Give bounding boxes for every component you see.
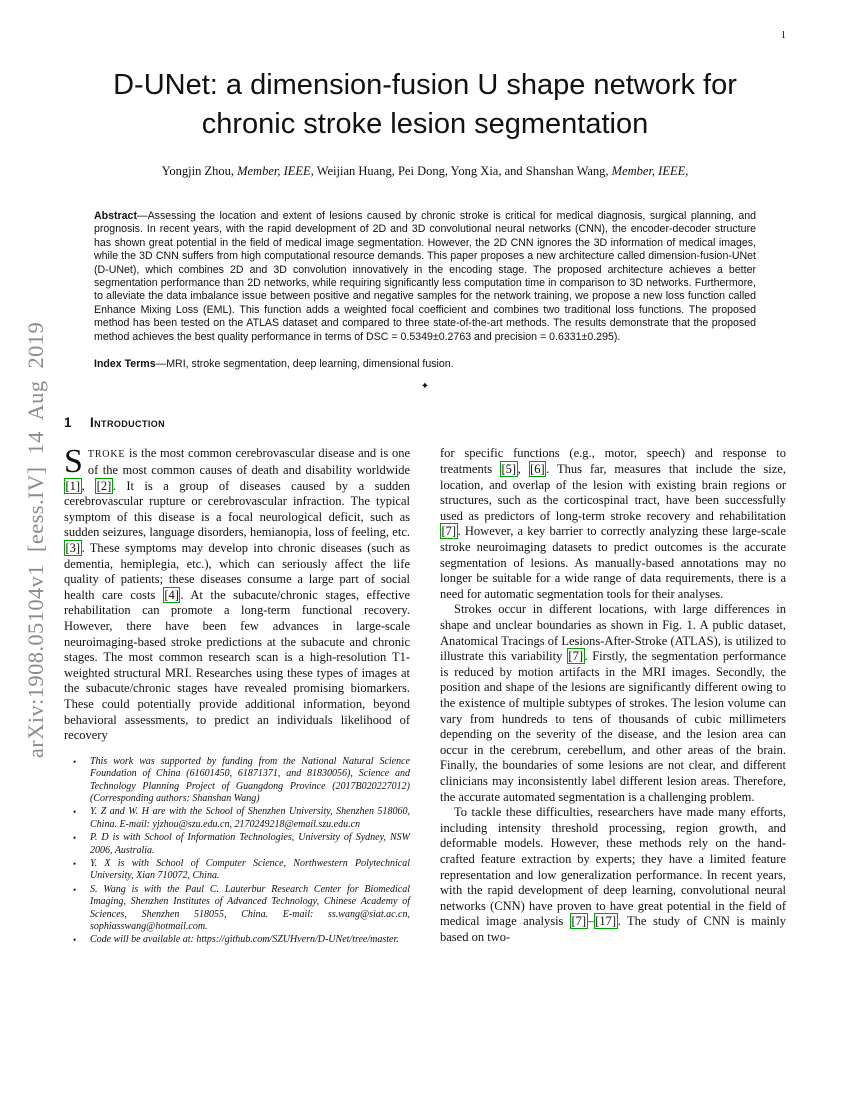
right-column: [440, 415, 786, 946]
citation-link[interactable]: [7]: [568, 649, 583, 664]
footnote-item: • Y. Z and W. H are with the School of Shenzhen University, Shenzhen 518060, China. E-mail: yjzhou@szu.edu.cn, 2170249218@email.szu.edu.cn: [64, 806, 410, 831]
citation-link[interactable]: [4]: [164, 587, 179, 602]
citation-link[interactable]: [6]: [530, 462, 545, 477]
drop-cap: S: [64, 443, 83, 481]
citation-link[interactable]: [7]: [441, 524, 457, 539]
abstract-text: —Assessing the location and extent of lesions caused by chronic stroke is critical for medical diagnosis, surgical planning, and prognosis. In recent years, with the rapid development of 2D and 3D convolutional neural networks (CNN), the encoder-decoder structure has shown great potential in the field of medical image segmentation. However, the 2D CNN ignores the 3D information of medical images, while the 3D CNN suffers from high computational resource demands. This paper proposes a new architecture called dimension-fusion-UNet (D-UNet), which combines 2D and 3D convolution innovatively in the encoding stage. The proposed architecture achieves a better segmentation performance than 2D networks, while requiring significantly less computation time in comparison to 3D networks. Furthermore, to alleviate the data imbalance issue between positive and negative samples for the network training, we propose a new loss function called Enhance Mixing Loss (EML). This function adds a weighted focal coefficient and combines two traditional loss functions. The proposed method has been tested on the ATLAS dataset and compared to three state-of-the-art methods. The results demonstrate that the proposed method achieves the best quality performance in terms of DSC = 0.5349±0.2763 and precision = 0.6331±0.295).: [94, 210, 756, 343]
intro-paragraph-text: is the most common cerebrovascular disease and is one of the most common causes of death and disability worldwide [1] , [2] . It is a group of diseases caused by a sudden cerebrovascular rupture or cerebrovascular infraction. The typical symptom of this disease is a focal neurological deficit, such as sudden seizures, language disorders, hemianopia, loss of feeling, etc. [3] . These symptoms may develop into chronic diseases (such as dementia, hemiplegia, etc.), which can seriously affect the life quality of patients; these diseases consume a large part of social health care costs [4] . At the subacute/chronic stages, effective rehabilitation can promote a long-term functional recovery. However, there have been few advances in large-scale neuroimaging-based stroke predictions at the subacute and chronic stages. The most common research scan is a high-resolution T1-weighted structural MRI. Researches using these types of images at the subacute/chronic stages have revealed promising biomarkers. These could potentially provide additional information, beyond behavioral assessments, to predict an individuals likelihood of recovery: [64, 446, 411, 743]
section-number: 1: [64, 415, 72, 431]
footnotes: [64, 756, 410, 947]
footnote-item: • S. Wang is with the Paul C. Lauterbur Research Center for Biomedical Imaging, Shenzhen Institutes of Advanced Technology, Chinese Academy of Sciences, Shenzhen 518055, China. E-mail: ss.wang@siat.ac.cn, sophiasswang@hotmail.com.: [64, 884, 410, 934]
page-number: 1: [780, 30, 786, 41]
author-membership: Member, IEEE: [611, 164, 686, 178]
paper-title: D-UNet: a dimension-fusion U shape network for chronic stroke lesion segmentation: [113, 69, 737, 140]
lead-word: TROKE: [87, 449, 126, 461]
section-title: Introduction: [90, 415, 166, 431]
index-terms: [94, 358, 756, 371]
index-terms-text: —MRI, stroke segmentation, deep learning, dimensional fusion.: [155, 358, 454, 371]
body-paragraph: Strokes occur in different locations, with large differences in shape and unclear boundaries as shown in Fig. 1. A public dataset, Anatomical Tracings of Lesions-After-Stroke (ATLAS), is utilized to illustrate this variability [7] . Firstly, the segmentation performance is reduced by motion artifacts in the MRI images. Secondly, the position and shape of the lesions are significantly different owing to the existence of multiple subtypes of strokes. The lesion volume can vary from hundreds to tens of thousands of cubic millimeters depending on the severity of the disease, and the lesion area can occur in the cerebrum, cerebellum, and other areas of the brain. Finally, the boundaries of some lesions are not clear, and different clinicians may inconsistently label different lesion areas. Therefore, the accurate automated segmentation is a challenging problem.: [440, 602, 786, 804]
author-line: [64, 164, 786, 179]
citation-link[interactable]: [17]: [595, 914, 617, 929]
citation-link[interactable]: [3]: [65, 541, 81, 556]
two-column-body: [64, 415, 786, 946]
intro-paragraph: [64, 443, 411, 743]
footnote-item: • This work was supported by funding from the National Natural Science Foundation of China (61601450, 61871371, and 81830056), Science and Technology Planning Project of Guangdong Province (2017B020227012) (Corresponding authors: Shanshan Wang): [64, 756, 410, 806]
body-paragraph: To tackle these difficulties, researchers have made many efforts, including intensity threshold processing, region growth, and deformable models. However, these methods rely on the hand-crafted feature extraction by experts; they have a limited feature representation and low generalization performance. In recent years, with the rapid development of deep learning, convolutional neural networks (CNN) have proven to have great potential in the field of medical image analysis [7] – [17] . The study of CNN is mainly based on two-: [440, 805, 786, 944]
footnote-item: • Code will be available at: https://github.com/SZUHvern/D-UNet/tree/master.: [64, 934, 410, 946]
author-names: ,: [685, 164, 689, 178]
arxiv-stamp: arXiv:1908.05104v1 [eess.IV] 14 Aug 2019: [23, 321, 48, 759]
citation-link[interactable]: [1]: [65, 478, 81, 493]
index-terms-label: Index Terms: [94, 358, 156, 371]
section-heading-introduction: [64, 415, 410, 431]
footnote-list: [64, 756, 410, 947]
author-names: Yongjin Zhou,: [161, 164, 238, 178]
paper-content: [64, 0, 786, 947]
citation-link[interactable]: [7]: [571, 914, 587, 929]
author-names: , Weijian Huang, Pei Dong, Yong Xia, and Shanshan Wang,: [310, 164, 612, 178]
abstract: [94, 210, 756, 344]
author-membership: Member, IEEE: [237, 164, 311, 178]
footnote-item: • Y. X is with School of Computer Science, Northwestern Polytechnical University, Xian 710072, China.: [64, 858, 410, 883]
abstract-label: Abstract: [94, 210, 137, 222]
body-paragraph: for specific functions (e.g., motor, speech) and response to treatments [5] , [6] . Thus far, measures that include the size, location, and overlap of the lesion with existing brain regions or structures, such as the corticospinal tract, have been successfully used as predictors of long-term stroke recovery and rehabilitation [7] . However, a key barrier to correctly analyzing these large-scale stroke neuroimaging datasets to predict outcomes is the accurate segmentation of lesions. As manually-based annotations may no longer be suitable for a wide range of data requirements, there is a need for automatic segmentation tools for their analyses.: [440, 446, 786, 601]
citation-link[interactable]: [2]: [96, 478, 112, 493]
footnote-item: • P. D is with School of Information Technologies, University of Sydney, NSW 2006, Australia.: [64, 832, 410, 857]
left-column: [64, 415, 410, 946]
citation-link[interactable]: [5]: [501, 462, 517, 477]
diamond-separator-icon: ✦: [420, 381, 430, 393]
